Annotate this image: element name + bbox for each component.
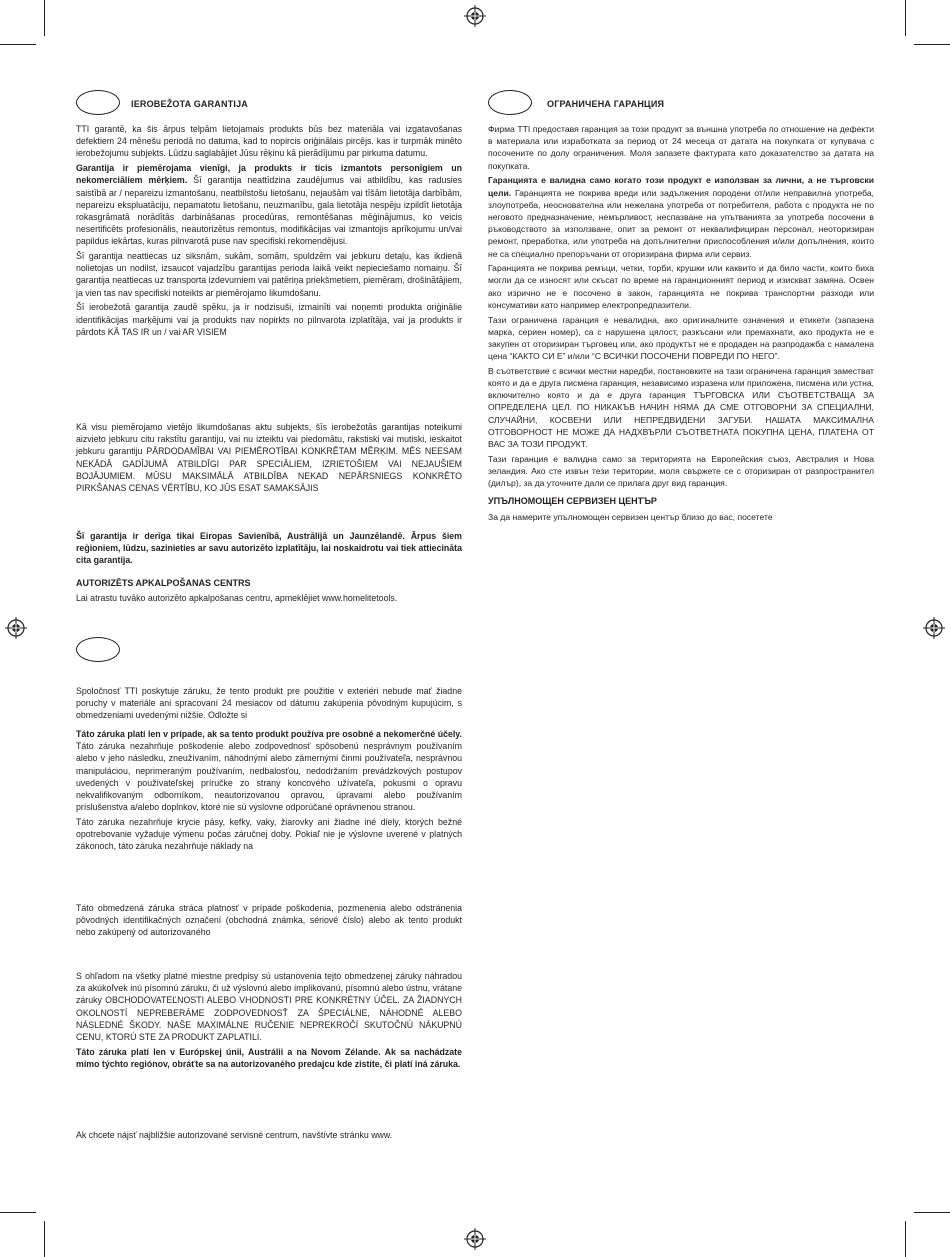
lv-body	[76, 123, 462, 340]
crop-mark-bottom-left	[44, 1221, 45, 1257]
sk-bold-paragraph: Táto záruka platí len v Európskej únii, Austrálii a na Novom Zélande. Ak sa nachádzate mimo týchto regiónov, obráťte sa na autorizovaného predajcu kde zistíte, či platí iná záruka.	[76, 1046, 462, 1069]
registration-mark-top-icon	[464, 5, 486, 27]
bg-service-heading: УПЪЛНОМОЩЕН СЕРВИЗЕН ЦЕНТЪР	[488, 496, 657, 507]
sk-disclaimer	[76, 970, 462, 1073]
sk-service-text: Ak chcete nájsť najbližšie autorizované servisné centrum, navštívte stránku www.	[76, 1130, 393, 1140]
sk-bold-text: Táto záruka platí len v prípade, ak sa tento produkt používa pre osobné a nekomerčné účely.	[76, 729, 462, 739]
crop-mark-top-right-horizontal	[914, 44, 950, 45]
lv-paragraph	[76, 162, 462, 247]
registration-mark-right-icon	[923, 617, 945, 639]
lv-heading: IEROBEŽOTA GARANTIJA	[131, 99, 249, 109]
sk-paragraph: Táto obmedzená záruka stráca platnosť v prípade poškodenia, pozmenenia alebo odstránenia pôvodných identifikačných označení (obchodná známka, sériové číslo) alebo ak tento produkt nebo zakúpený od autorizovaného	[76, 903, 462, 938]
lv-disclaimer	[76, 421, 462, 497]
bg-paragraph: Тази ограничена гаранция е невалидна, ако оригиналните означения и етикети (запазена марка, сериен номер), са с нарушена цялост, разкъсани или премахнати, ако продукта не е закупен от оторизиран търговец или, ако продуктът не е продаден на разпродажба с намалена цена “КАКТО СИ Е” и/или “С ВСИЧКИ ПОСОЧЕНИ ПОВРЕДИ ПО НЕГО”.	[488, 314, 874, 362]
lv-service	[76, 577, 462, 607]
sk-text: Táto záruka nezahrňuje poškodenie alebo zodpovednosť spôsobenú nesprávnym používaním alebo v jeho následku, zneužívaním, náhodnými alebo zámernými činmi používateľa, nesprávnou manipuláciou, neprimeraným používaním, nedbalosťou, nedodržaním prevádzkových postupov uvedených v používateľskej príručke zo strany koncového užívateľa, pokusmi o opravu nekvalifikovaným odborníkom, neautorizovanou opravou, úpravami alebo používaním príslušenstva a/alebo doplnkov, ktoré nie sú výslovne odporúčané oprávnenou stranou.	[76, 741, 462, 813]
crop-mark-top-left	[44, 0, 45, 36]
registration-mark-left-icon	[5, 617, 27, 639]
language-oval-lv	[76, 90, 120, 115]
language-oval-bg	[488, 90, 532, 115]
bg-paragraph: Тази гаранция е валидна само за територията на Европейския съюз, Австралия и Нова зеландия. Ако сте извън тези територии, моля свържете се с оторизиран от разпространител (дилър), за да уточните дали се прилага друг вид гаранция.	[488, 453, 874, 489]
sk-intro	[76, 685, 462, 724]
registration-mark-bottom-icon	[464, 1228, 486, 1250]
bg-text: Гаранцията не покрива вреди или задължения породени от/или неправилна употреба, злоупотреба, неоснователна или нежелана употреба от потребителя, работа с продукта не по неговото предназначение, немърливост, неспазване на упътванията за употреба посочени в ръководството за използване, опит за ремонт от неквалифициран персонал, неоторизиран ремонт, преработка, или употреба на допълнителни приспособления и/или допълнения, които не са специално препоръчани от оторизирана фирма или сервиз.	[488, 187, 874, 259]
lv-paragraph: Šī garantija neattiecas uz siksnām, sukām, somām, spuldzēm vai jebkuru detaļu, kas ikdienā nolietojas un nodilst, izsaucot vajadzību garantijas perioda laikā veikt nepieciešamo nomaiņu. Šī garantija neattiecas uz transporta izdevumiem vai patēriņa priekšmetiem, piemēram, drošinātājiem, ja vien tas nav specifiski noteikts ar piemērojamo likumdošanu.	[76, 251, 462, 298]
crop-mark-top-right	[905, 0, 906, 36]
sk-void	[76, 902, 462, 941]
bg-heading: ОГРАНИЧЕНА ГАРАНЦИЯ	[547, 99, 665, 109]
crop-mark-bottom-right-horizontal	[914, 1212, 950, 1213]
sk-body	[76, 728, 462, 855]
bg-paragraph	[488, 174, 874, 259]
lv-paragraph: TTI garantē, ka šis ārpus telpām lietojamais produkts būs bez materiāla vai izgatavošanas defektiem 24 mēnešu periodā no datuma, kad to nopircis oriģinālais pircējs. kas ir turpmāk minēto ierobežojumu subjekts. Lūdzu saglabājiet Jūsu rēķinu kā pierādījumu par pirkuma datumu.	[76, 124, 462, 159]
bg-paragraph: Фирма TTI предоставя гаранция за този продукт за външна употреба по отношение на дефекти в материала или изработката за период от 24 месеца от датата на покупката от купувача с посочените по долу ограничения. Моля запазете фактурата като доказателство за датата на покупката.	[488, 124, 874, 171]
crop-mark-bottom-left-horizontal	[0, 1212, 36, 1213]
crop-mark-bottom-right	[905, 1221, 906, 1257]
lv-bold-paragraph: Šī garantija ir derīga tikai Eiropas Savienībā, Austrālijā un Jaunzēlandē. Ārpus šiem reģioniem, lūdzu, sazinieties ar savu autorizēto izplatītāju, lai noskaidrotu vai tiek attiecināta cita garantija.	[76, 531, 462, 566]
lv-text: Šī garantija neattīdzina zaudējumus vai atbildību, kas radusies saistībā ar / nepareizu izmantošanu, neatbilstošu lietošanu, nejaušām vai tīšām lietotāja darbībām, nepareizu ekspluatāciju, nepamatotu lietošanu, neuzmanību, gala lietotāja nespēju izpildīt lietotāja rokasgrāmatā norādītās darbināšanas procedūras, remontēšanas mēģinājumus, ko veicis nesertificēts profesionālis, neautorizētus remontus, modifikācijas vai izmantojis aprīkojumu un/vai papildus iekārtas, kuras pilnvarotā puse nav specifiski rekomendējusi.	[76, 175, 462, 247]
sk-paragraph	[76, 728, 462, 813]
crop-mark-top-left-horizontal	[0, 44, 36, 45]
lv-service-text: Lai atrastu tuvāko autorizēto apkalpošanas centru, apmeklējiet www.homelitetools.	[76, 593, 398, 604]
lv-paragraph: Kā visu piemērojamo vietējo likumdošanas aktu subjekts, šīs ierobežotās garantijas noteikumi aizvieto jebkuru citu rakstītu garantiju, vai nu izteiktu vai piedomātu, rakstiski vai mutiski, ieskaitot jebkuru garantiju PĀRDODAMĪBAI VAI PIEMĒROTĪBAI KONKRĒTAM MĒRĶIM. MĒS NEESAM NEKĀDĀ GADĪJUMĀ ATBILDĪGI PAR SPECIĀLIEM, IZRIETOŠIEM VAI NEJAUŠIEM BOJĀJUMIEM. MŪSU MAKSIMĀLĀ ATBILDĪBA NEKAD NEPĀRSNIEGS KONKRĒTO PIRKŠANAS CENAS VĒRTĪBU, KO JŪS ESAT SAMAKSĀJIS	[76, 422, 462, 494]
bg-bold-text: Гаранцията е валидна само когато този продукт е използван за лични, а не търговски цели.	[488, 175, 874, 198]
lv-service-heading: AUTORIZĒTS APKALPOŠANAS CENTRS	[76, 578, 251, 588]
lv-bold-text: Garantija ir piemērojama vienīgi, ja produkts ir ticis izmantots personīgiem un nekomerciāliem mērķiem.	[76, 163, 462, 186]
sk-paragraph: S ohľadom na všetky platné miestne predpisy sú ustanovenia tejto obmedzenej záruky náhradou za akúkoľvek inú písomnú záruku, či už výslovnú alebo implikovanú, písomnú alebo ústnu, vrátane záruky OBCHODOVATEĽNOSTI ALEBO VHODNOSTI PRE KONKRÉTNY ÚČEL. ZA ŽIADNYCH OKOLNOSTÍ NEPREBERÁME ZODPOVEDNOSŤ ZA ŠPECIÁLNE, NÁHODNÉ ALEBO NÁSLEDNÉ ŠKODY. NAŠE MAXIMÁLNE RUČENIE NEPREKROČÍ SKUTOČNÚ NÁKUPNÚ CENU, KTORÚ STE ZA PRODUKT ZAPLATILI.	[76, 971, 462, 1043]
lv-region	[76, 530, 462, 569]
sk-paragraph: Táto záruka nezahrňuje krycie pásy, kefky, vaky, žiarovky ani žiadne iné diely, ktorých bežné opotrebovanie vyžaduje výmenu počas záručnej doby. Pokiaľ nie je výslovne uverené v platných zákonoch, táto záruka nezahrňuje náklady na	[76, 816, 462, 852]
bg-service-text: За да намерите упълномощен сервизен център близо до вас, посетете	[488, 511, 773, 522]
bg-paragraph: В съответствие с всички местни наредби, постановките на тази ограничена гаранция заместват която и да е друга писмена гаранция, независимо изразена или приложена, писмена или устна, включително която и да е друга гаранция ТЪРГОВСКА ИЛИ СЪОТВЕТСТВАЩА ЗА ОПРЕДЕЛЕНА ЦЕЛ. ПО НИКАКЪВ НАЧИН НЯМА ДА СМЕ ОТГОВОРНИ ЗА СПЕЦИАЛНИ, СЛУЧАЙНИ, КОСВЕНИ ИЛИ НЕПРЕДВИДЕНИ ЗАГУБИ. НАШАТА МАКСИМАЛНА ОТГОВОРНОСТ НЕ МОЖЕ ДА НАДХВЪРЛИ СЪОТВЕТНАТА ПОКУПНА ЦЕНА, ПЛАТЕНА ОТ ВАС ЗА ТОЗИ ПРОДУКТ.	[488, 365, 874, 450]
language-oval-sk	[76, 637, 120, 662]
sk-service	[76, 1129, 462, 1144]
sk-paragraph: Spoločnosť TTI poskytuje záruku, že tento produkt pre použitie v exteriéri nebude mať žiadne poruchy v materiále ani spracovaní 24 mesiacov od dátumu zakúpenia pôvodným kupujúcim, s obmedzeniami uvedenými nižšie. Odložte si	[76, 686, 462, 721]
lv-paragraph: Šī ierobežotā garantija zaudē spēku, ja ir nodzisuši, izmainīti vai noņemti produkta oriģinālie identifikācijas marķējumi vai ja produkts nav nopirkts no pilnvarota izplatītāja, vai ja produkts ir pārdots KĀ TAS IR un / vai AR VISIEM	[76, 302, 462, 337]
bg-paragraph: Гаранцията не покрива ремъци, четки, торби, крушки или каквито и да било части, които биха могли да се износят или скъсат по време на гаранционният период и изискват замяна. Освен ако изрично не е посочено в закон, гаранцията не покрива транспортни разходи или консумативи като например електропредпазители.	[488, 263, 874, 310]
bg-body	[488, 123, 874, 525]
